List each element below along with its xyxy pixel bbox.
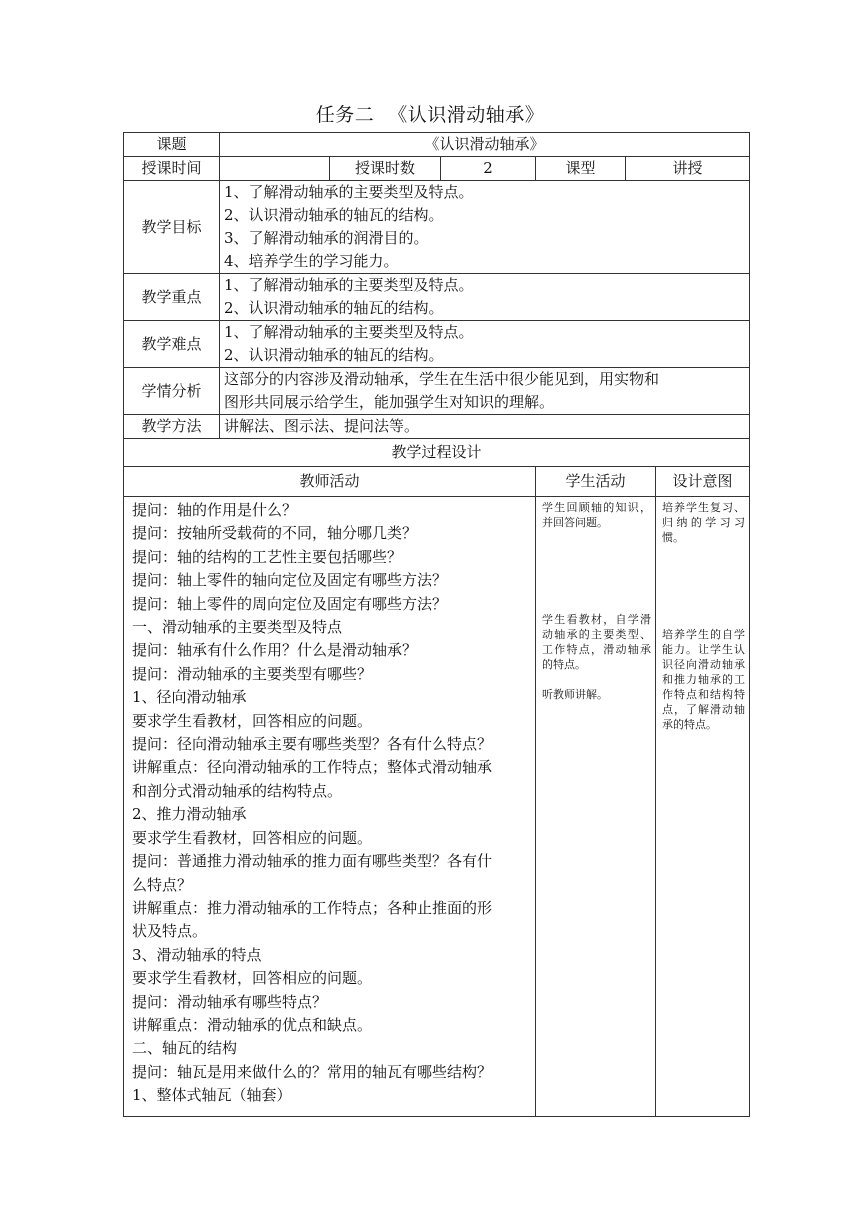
teacher-line: 状及特点。 — [132, 922, 208, 941]
teacher-line: 一、滑动轴承的主要类型及特点 — [132, 618, 343, 637]
teacher-line: 讲解重点：径向滑动轴承的工作特点；整体式滑动轴承 — [132, 758, 493, 777]
row-key — [124, 274, 750, 321]
goal-label: 教学目标 — [124, 181, 220, 274]
type-label: 课型 — [536, 157, 626, 181]
diff-item: 1、了解滑动轴承的主要类型及特点。 — [224, 323, 474, 341]
teacher-line: 提问：轴的结构的工艺性主要包括哪些？ — [132, 547, 403, 566]
diff-label: 教学难点 — [124, 321, 220, 368]
row-time — [124, 157, 750, 181]
teacher-line: 提问：滑动轴承有哪些特点？ — [132, 992, 328, 1011]
analysis-line: 这部分的内容涉及滑动轴承，学生在生活中很少能见到，用实物和 — [224, 370, 660, 388]
row-process-header — [124, 439, 750, 467]
hours-value: 2 — [441, 157, 536, 181]
teacher-line: 么特点？ — [132, 875, 193, 894]
teacher-line: 要求学生看教材，回答相应的问题。 — [132, 711, 373, 730]
teacher-line: 1、整体式轴瓦（轴套） — [132, 1086, 292, 1105]
teacher-line: 3、滑动轴承的特点 — [132, 945, 262, 964]
analysis-label: 学情分析 — [124, 368, 220, 415]
time-label: 授课时间 — [124, 157, 220, 181]
topic-label: 课题 — [124, 133, 220, 157]
student-note-listen: 听教师讲解。 — [542, 688, 608, 701]
goal-item: 2、认识滑动轴承的轴瓦的结构。 — [224, 206, 444, 224]
key-label: 教学重点 — [124, 274, 220, 321]
teacher-line: 提问：轴上零件的轴向定位及固定有哪些方法？ — [132, 571, 448, 590]
student-note-selfstudy: 学生看教材，自学滑动轴承的主要类型、工作特点，滑动轴承的特点。 — [542, 613, 651, 671]
title-name: 《认识滑动轴承》 — [388, 104, 545, 126]
teacher-header: 教师活动 — [124, 467, 536, 497]
hours-label: 授课时数 — [330, 157, 441, 181]
teacher-line: 二、轴瓦的结构 — [132, 1039, 238, 1058]
goal-list — [220, 181, 750, 274]
row-column-headers — [124, 467, 750, 497]
goal-item: 3、了解滑动轴承的润滑目的。 — [224, 229, 429, 247]
teacher-line: 提问：轴瓦是用来做什么的？常用的轴瓦有哪些结构？ — [132, 1062, 493, 1081]
key-item: 1、了解滑动轴承的主要类型及特点。 — [224, 276, 474, 294]
key-list — [220, 274, 750, 321]
analysis-text — [220, 368, 750, 415]
method-label: 教学方法 — [124, 415, 220, 439]
row-topic — [124, 133, 750, 157]
goal-item: 4、培养学生的学习能力。 — [224, 252, 399, 270]
goal-item: 1、了解滑动轴承的主要类型及特点。 — [224, 183, 474, 201]
teacher-line: 要求学生看教材，回答相应的问题。 — [132, 828, 373, 847]
teacher-line: 1、径向滑动轴承 — [132, 688, 247, 707]
teacher-line: 提问：轴上零件的周向定位及固定有哪些方法？ — [132, 594, 448, 613]
teacher-line: 提问：普通推力滑动轴承的推力面有哪些类型？各有什 — [132, 852, 493, 871]
student-header: 学生活动 — [536, 467, 656, 497]
method-value: 讲解法、图示法、提问法等。 — [220, 415, 750, 439]
teacher-line: 和剖分式滑动轴承的结构特点。 — [132, 781, 343, 800]
student-note-review: 学生回顾轴的知识，并回答问题。 — [542, 501, 651, 529]
design-header: 设计意图 — [656, 467, 750, 497]
row-goals — [124, 181, 750, 274]
student-activity — [536, 497, 656, 1117]
design-note-review: 培养学生复习、归纳的学习习惯。 — [662, 501, 746, 544]
teacher-activity — [124, 497, 536, 1117]
diff-item: 2、认识滑动轴承的轴瓦的结构。 — [224, 346, 444, 364]
row-difficulty — [124, 321, 750, 368]
page-title — [0, 100, 860, 127]
design-note-selfstudy: 培养学生的自学能力。让学生认识径向滑动轴承和推力轴承的工作特点和结构特点，了解滑动轴承的特点。 — [662, 628, 746, 731]
analysis-line: 图形共同展示给学生，能加强学生对知识的理解。 — [224, 393, 555, 411]
teacher-line: 要求学生看教材，回答相应的问题。 — [132, 969, 373, 988]
teacher-line: 提问：按轴所受载荷的不同，轴分哪几类？ — [132, 524, 418, 543]
topic-value: 《认识滑动轴承》 — [220, 133, 750, 157]
diff-list — [220, 321, 750, 368]
row-process-body — [124, 497, 750, 1117]
teacher-line: 提问：轴的作用是什么？ — [132, 501, 298, 519]
time-value — [220, 157, 330, 181]
teacher-line: 2、推力滑动轴承 — [132, 805, 247, 824]
row-method — [124, 415, 750, 439]
teacher-line: 讲解重点：滑动轴承的优点和缺点。 — [132, 1015, 373, 1034]
process-header: 教学过程设计 — [124, 439, 750, 467]
title-prefix: 任务二 — [315, 104, 375, 126]
type-value: 讲授 — [626, 157, 750, 181]
teacher-line: 提问：径向滑动轴承主要有哪些类型？各有什么特点？ — [132, 735, 493, 754]
lesson-plan-table — [123, 132, 750, 1117]
teacher-line: 提问：轴承有什么作用？什么是滑动轴承？ — [132, 641, 418, 660]
row-analysis — [124, 368, 750, 415]
design-intent — [656, 497, 750, 1117]
key-item: 2、认识滑动轴承的轴瓦的结构。 — [224, 299, 444, 317]
teacher-line: 讲解重点：推力滑动轴承的工作特点；各种止推面的形 — [132, 898, 493, 917]
teacher-line: 提问：滑动轴承的主要类型有哪些？ — [132, 664, 373, 683]
